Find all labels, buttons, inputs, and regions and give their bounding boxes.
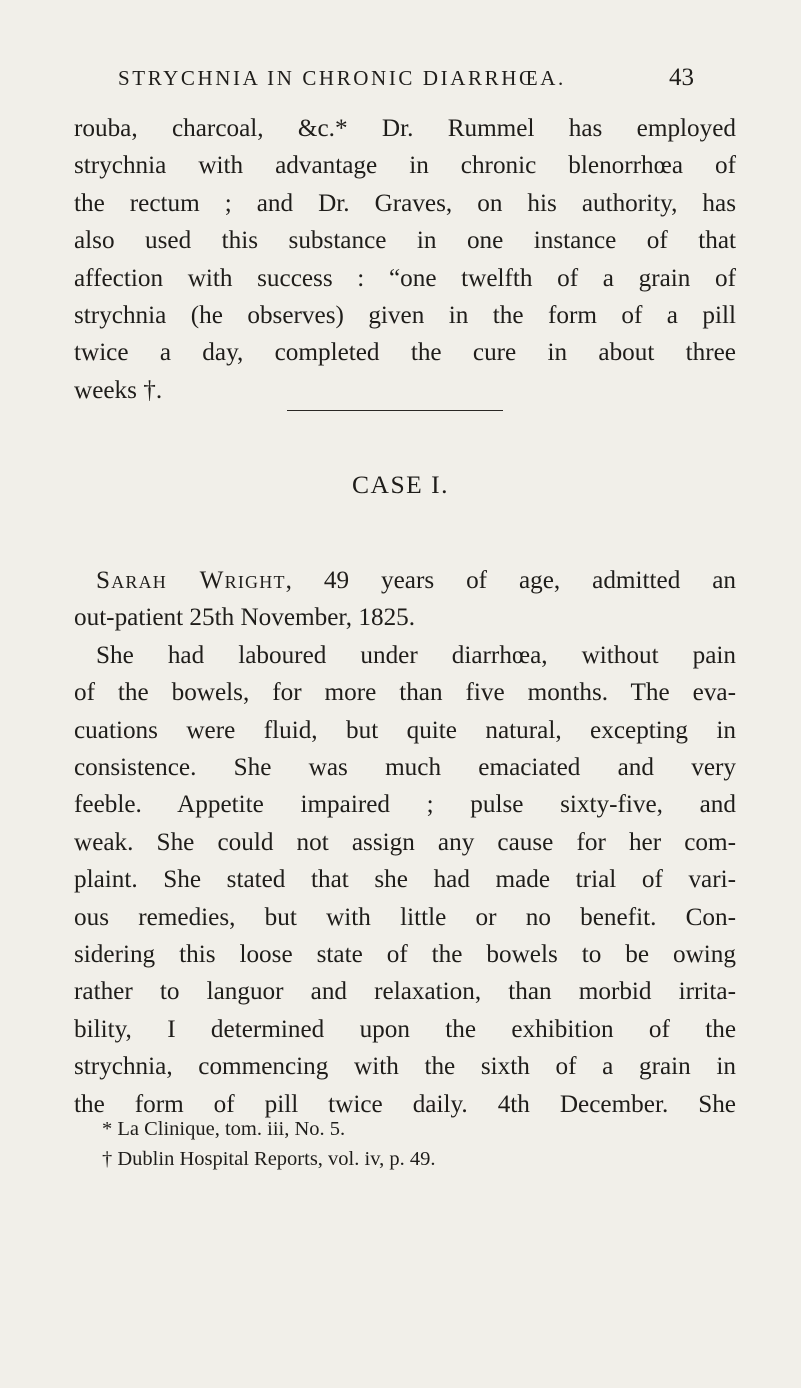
intro-line: strychnia (he observes) given in the form of a pill: [74, 302, 736, 330]
case-first-line: [74, 562, 736, 599]
section-divider: [287, 410, 503, 411]
intro-line: strychnia with advantage in chronic blenorrhœa of: [74, 152, 736, 180]
intro-line: rouba, charcoal, &c.* Dr. Rummel has employed: [74, 115, 736, 142]
intro-line: also used this substance in one instance of that: [74, 227, 736, 255]
case-heading: CASE I.: [352, 470, 449, 499]
intro-line: twice a day, completed the cure in about three: [74, 339, 736, 367]
case-line: the form of pill twice daily. 4th December. She: [74, 1090, 736, 1118]
case-line: weak. She could not assign any cause for her com-: [74, 828, 736, 856]
page-number: 43: [669, 64, 694, 91]
case-line: ous remedies, but with little or no benefit. Con-: [74, 903, 736, 931]
running-header: [118, 66, 694, 106]
case-line: strychnia, commencing with the sixth of a grain in: [74, 1053, 736, 1081]
running-title: STRYCHNIA IN CHRONIC DIARRHŒA.: [118, 66, 566, 90]
case-line: out-patient 25th November, 1825.: [74, 604, 416, 632]
case-line: bility, I determined upon the exhibition of the: [74, 1015, 736, 1043]
case-line: consistence. She was much emaciated and very: [74, 754, 736, 782]
case-paragraph: [74, 562, 736, 1123]
case-line: of the bowels, for more than five months. The eva-: [74, 679, 736, 707]
intro-line: the rectum ; and Dr. Graves, on his authority, has: [74, 189, 736, 217]
case-line: cuations were fluid, but quite natural, excepting in: [74, 716, 736, 744]
patient-name: Sarah Wright: [96, 567, 286, 594]
case-line: plaint. She stated that she had made trial of vari-: [74, 866, 736, 894]
case-first-line-text: , 49 years of age, admitted an: [285, 567, 736, 594]
footnote: † Dublin Hospital Reports, vol. iv, p. 49.: [102, 1148, 436, 1170]
case-line: rather to languor and relaxation, than morbid irrita-: [74, 978, 736, 1006]
footnote: * La Clinique, tom. iii, No. 5.: [102, 1118, 346, 1140]
case-line: sidering this loose state of the bowels to be owing: [74, 941, 736, 969]
intro-line: affection with success : “one twelfth of a grain of: [74, 264, 736, 292]
intro-line: weeks †.: [74, 376, 163, 404]
case-line: feeble. Appetite impaired ; pulse sixty-five, and: [74, 791, 736, 819]
intro-paragraph: [74, 110, 736, 409]
case-line: She had laboured under diarrhœa, without pain: [96, 641, 736, 669]
footnotes: [102, 1114, 742, 1174]
